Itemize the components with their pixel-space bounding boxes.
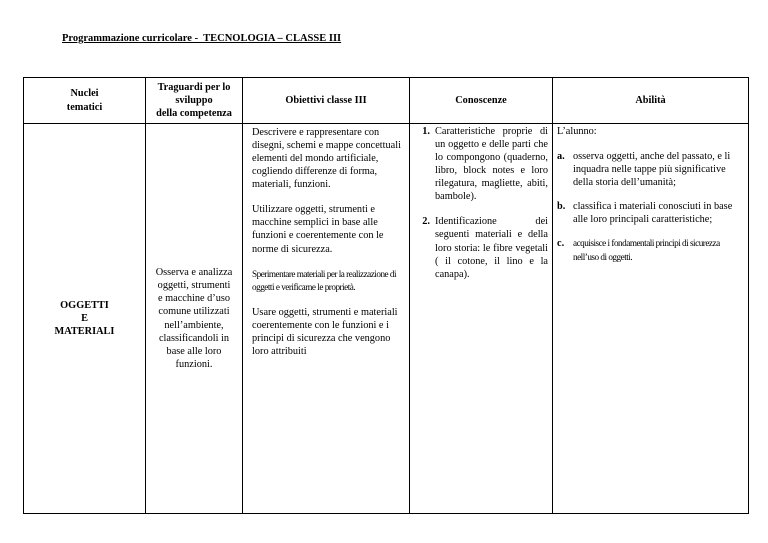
- obiettivo-item: Descrivere e rappresentare con disegni, schemi e mappe concettuali elementi del mondo artificiale, cogliendo differenze di forma, materiali, funzioni.: [252, 127, 401, 191]
- abilita-letter: c.: [557, 238, 565, 250]
- header-nuclei-line: tematici: [66, 101, 103, 113]
- conoscenza-text: Caratteristiche proprie di un oggetto e delle parti che lo compongono (quaderno, libro, block notes e loro rilegatura, magliette, abiti, bambole).: [435, 126, 548, 203]
- curriculum-table: [23, 77, 749, 514]
- abilita-item: [557, 150, 742, 189]
- conoscenze-list: [414, 125, 548, 281]
- abilita-text: osserva oggetti, anche del passato, e li inquadra nelle tappe più significative della storia dell’umanità;: [573, 151, 731, 189]
- abilita-letter: a.: [557, 151, 565, 163]
- traguardo-cell: [146, 124, 243, 514]
- content-row: [24, 124, 749, 514]
- header-traguardi-line: Traguardi per lo: [157, 81, 231, 93]
- traguardo-line: comune utilizzati: [158, 306, 230, 318]
- abilita-cell: [553, 124, 749, 514]
- header-traguardi-line: della competenza: [156, 108, 232, 120]
- abilita-intro: L’alunno:: [557, 126, 597, 137]
- document-title: Programmazione curricolare - TECNOLOGIA – CLASSE III: [62, 33, 342, 44]
- conoscenza-text: Identificazione dei seguenti materiali e della loro storia: le fibre vegetali ( il cotone, il lino e la canapa).: [435, 216, 548, 280]
- traguardo-line: oggetti, strumenti: [157, 280, 231, 292]
- traguardo-line: e macchine d’uso: [157, 293, 231, 305]
- header-obiettivi: Obiettivi classe III: [243, 78, 410, 124]
- conoscenza-number: 2.: [422, 216, 430, 228]
- header-abilita: Abilità: [553, 78, 749, 124]
- traguardo-line: nell’ambiente,: [164, 319, 224, 331]
- header-traguardi: [146, 78, 243, 124]
- abilita-text: classifica i materiali conosciuti in base alle loro principali caratteristiche;: [573, 201, 733, 226]
- conoscenza-item: [414, 215, 548, 280]
- abilita-item: [557, 237, 742, 264]
- obiettivo-item: Usare oggetti, strumenti e materiali coerentemente con le funzioni e i principi di sicurezza che vengono loro attribuiti: [252, 307, 398, 358]
- obiettivo-item: Utilizzare oggetti, strumenti e macchine semplici in base alle funzioni e coerentemente con le norme di sicurezza.: [252, 204, 384, 255]
- header-nuclei-line: Nuclei: [70, 88, 99, 100]
- traguardo-line: base alle loro: [166, 345, 222, 357]
- obiettivo-item: Sperimentare materiali per la realizzazione di oggetti e verificarne le proprietà.: [252, 268, 397, 292]
- obiettivi-cell: [243, 124, 410, 514]
- nucleo-line: MATERIALI: [54, 326, 115, 338]
- nucleo-line: OGGETTI: [60, 299, 109, 311]
- traguardo-line: Osserva e analizza: [155, 267, 233, 279]
- conoscenza-number: 1.: [422, 126, 430, 137]
- header-row: [24, 78, 749, 124]
- nucleo-cell: [24, 124, 146, 514]
- header-traguardi-line: sviluppo: [175, 94, 213, 106]
- conoscenza-item: [414, 125, 548, 203]
- nucleo-line: E: [81, 312, 88, 324]
- header-nuclei: [24, 78, 146, 124]
- abilita-item: [557, 200, 742, 226]
- conoscenze-cell: [410, 124, 553, 514]
- traguardo-line: funzioni.: [175, 358, 213, 370]
- abilita-text: acquisisce i fondamentali principi di sicurezza nell’uso di oggetti.: [573, 238, 720, 262]
- traguardo-line: classificandoli in: [158, 332, 230, 344]
- header-conoscenze: Conoscenze: [410, 78, 553, 124]
- abilita-letter: b.: [557, 201, 566, 213]
